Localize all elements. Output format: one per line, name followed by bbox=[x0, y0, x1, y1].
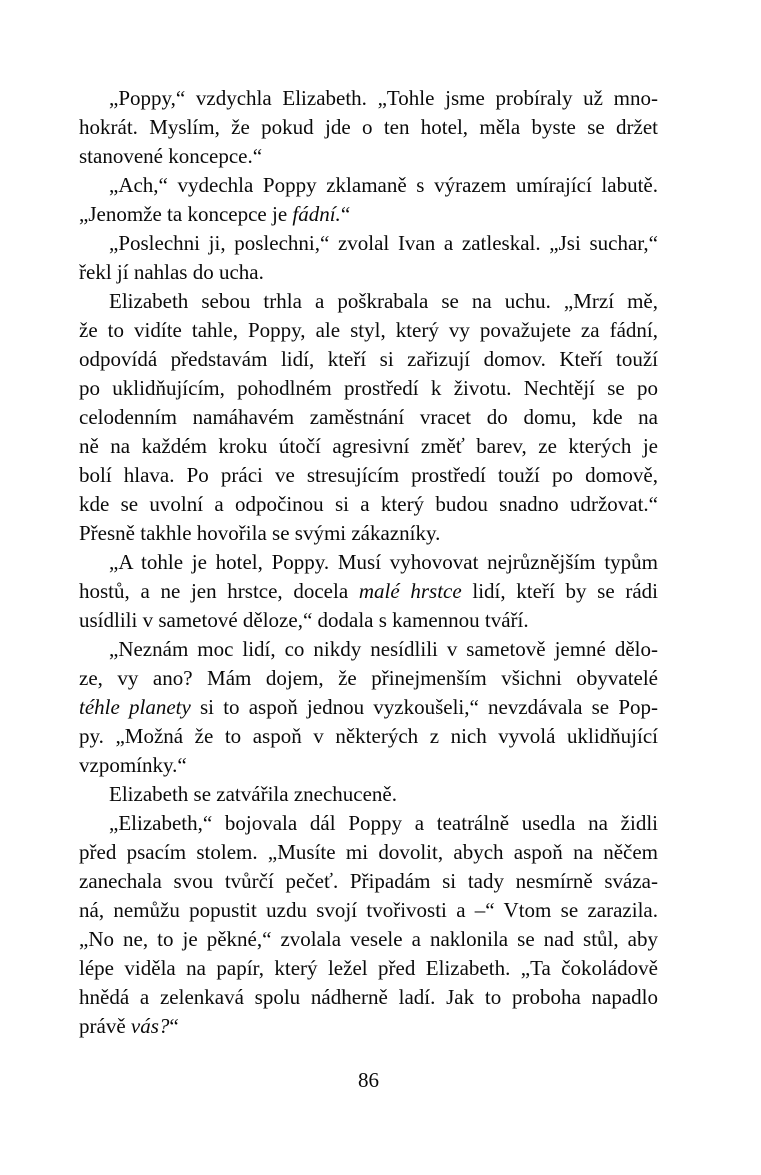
text-line bbox=[79, 983, 658, 1012]
text-line bbox=[79, 548, 658, 577]
text-line bbox=[79, 345, 658, 374]
text-segment: celodenním namáhavém zaměstnání vracet do domu, kde na bbox=[79, 405, 658, 429]
text-segment: hostů, a ne jen hrstce, docela bbox=[79, 579, 359, 603]
italic-text-segment: fádní. bbox=[292, 202, 341, 226]
text-segment: lépe viděla na papír, který ležel před Elizabeth. „Ta čokoládově bbox=[79, 956, 658, 980]
text-line bbox=[79, 316, 658, 345]
italic-text-segment: vás? bbox=[130, 1014, 170, 1038]
text-segment: “ bbox=[169, 1014, 179, 1038]
text-line bbox=[79, 925, 658, 954]
text-block bbox=[79, 84, 658, 1041]
text-line bbox=[79, 635, 658, 664]
text-segment: hnědá a zelenkavá spolu nádherně ladí. Jak to proboha napadlo bbox=[79, 985, 658, 1009]
page-number: 86 bbox=[358, 1068, 379, 1092]
text-line bbox=[79, 577, 658, 606]
text-line bbox=[79, 200, 658, 229]
text-segment: odpovídá představám lidí, kteří si zařizují domov. Kteří touží bbox=[79, 347, 658, 371]
text-segment: ze, vy ano? Mám dojem, že přinejmenším všichni obyvatelé bbox=[79, 666, 658, 690]
text-segment: „Poppy,“ vzdychla Elizabeth. „Tohle jsme probíraly už mno- bbox=[109, 86, 658, 110]
text-line bbox=[79, 867, 658, 896]
text-line bbox=[79, 519, 658, 548]
text-segment: “ bbox=[340, 202, 351, 226]
text-line bbox=[79, 403, 658, 432]
text-segment: bolí hlava. Po práci ve stresujícím prostředí touží po domově, bbox=[79, 463, 658, 487]
text-line bbox=[79, 664, 658, 693]
text-segment: že to vidíte tahle, Poppy, ale styl, který vy považujete za fádní, bbox=[79, 318, 658, 342]
text-line bbox=[79, 722, 658, 751]
text-segment: Elizabeth se zatvářila znechuceně. bbox=[109, 782, 397, 806]
text-segment: „No ne, to je pěkné,“ zvolala vesele a naklonila se nad stůl, aby bbox=[79, 927, 658, 951]
text-line bbox=[79, 490, 658, 519]
text-line bbox=[79, 751, 658, 780]
text-line bbox=[79, 142, 658, 171]
text-line bbox=[79, 258, 658, 287]
text-segment: lidí, kteří by se rádi bbox=[461, 579, 658, 603]
text-line bbox=[79, 171, 658, 200]
text-segment: řekl jí nahlas do ucha. bbox=[79, 260, 264, 284]
text-segment: ná, nemůžu popustit uzdu svojí tvořivosti a –“ Vtom se zarazila. bbox=[79, 898, 658, 922]
text-line bbox=[79, 838, 658, 867]
text-line bbox=[79, 113, 658, 142]
text-segment: „Elizabeth,“ bojovala dál Poppy a teatrálně usedla na židli bbox=[109, 811, 658, 835]
text-segment: usídlili v sametové děloze,“ dodala s kamennou tváří. bbox=[79, 608, 529, 632]
text-line bbox=[79, 461, 658, 490]
text-segment: stanovené koncepce.“ bbox=[79, 144, 263, 168]
text-segment: ně na každém kroku útočí agresivní změť barev, ze kterých je bbox=[79, 434, 658, 458]
text-line bbox=[79, 432, 658, 461]
text-line bbox=[79, 287, 658, 316]
text-segment: po uklidňujícím, pohodlném prostředí k životu. Nechtějí se po bbox=[79, 376, 658, 400]
text-line bbox=[79, 606, 658, 635]
text-line bbox=[79, 896, 658, 925]
text-segment: před psacím stolem. „Musíte mi dovolit, abych aspoň na něčem bbox=[79, 840, 658, 864]
text-line bbox=[79, 693, 658, 722]
text-segment: „Ach,“ vydechla Poppy zklamaně s výrazem umírající labutě. bbox=[109, 173, 658, 197]
text-segment: „Neznám moc lidí, co nikdy nesídlili v sametově jemné dělo- bbox=[109, 637, 658, 661]
text-line bbox=[79, 229, 658, 258]
text-segment: „A tohle je hotel, Poppy. Musí vyhovovat nejrůznějším typům bbox=[109, 550, 658, 574]
text-line bbox=[79, 809, 658, 838]
text-segment: právě bbox=[79, 1014, 131, 1038]
text-line bbox=[79, 84, 658, 113]
italic-text-segment: malé hrstce bbox=[358, 579, 462, 603]
text-segment: hokrát. Myslím, že pokud jde o ten hotel, měla byste se držet bbox=[79, 115, 658, 139]
text-line bbox=[79, 374, 658, 403]
text-segment: si to aspoň jednou vyzkoušeli,“ nevzdávala se Pop- bbox=[190, 695, 658, 719]
text-segment: Elizabeth sebou trhla a poškrabala se na uchu. „Mrzí mě, bbox=[109, 289, 658, 313]
text-line bbox=[79, 780, 658, 809]
text-segment: „Jenomže ta koncepce je bbox=[79, 202, 293, 226]
text-segment: kde se uvolní a odpočinou si a který budou snadno udržovat.“ bbox=[79, 492, 658, 516]
text-line bbox=[79, 954, 658, 983]
text-segment: py. „Možná že to aspoň v některých z nich vyvolá uklidňující bbox=[79, 724, 658, 748]
text-segment: Přesně takhle hovořila se svými zákazníky. bbox=[79, 521, 441, 545]
text-line bbox=[79, 1012, 658, 1041]
text-segment: zanechala svou tvůrčí pečeť. Připadám si tady nesmírně sváza- bbox=[79, 869, 658, 893]
text-segment: vzpomínky.“ bbox=[79, 753, 187, 777]
text-segment: „Poslechni ji, poslechni,“ zvolal Ivan a zatleskal. „Jsi suchar,“ bbox=[109, 231, 658, 255]
italic-text-segment: téhle planety bbox=[79, 695, 191, 719]
